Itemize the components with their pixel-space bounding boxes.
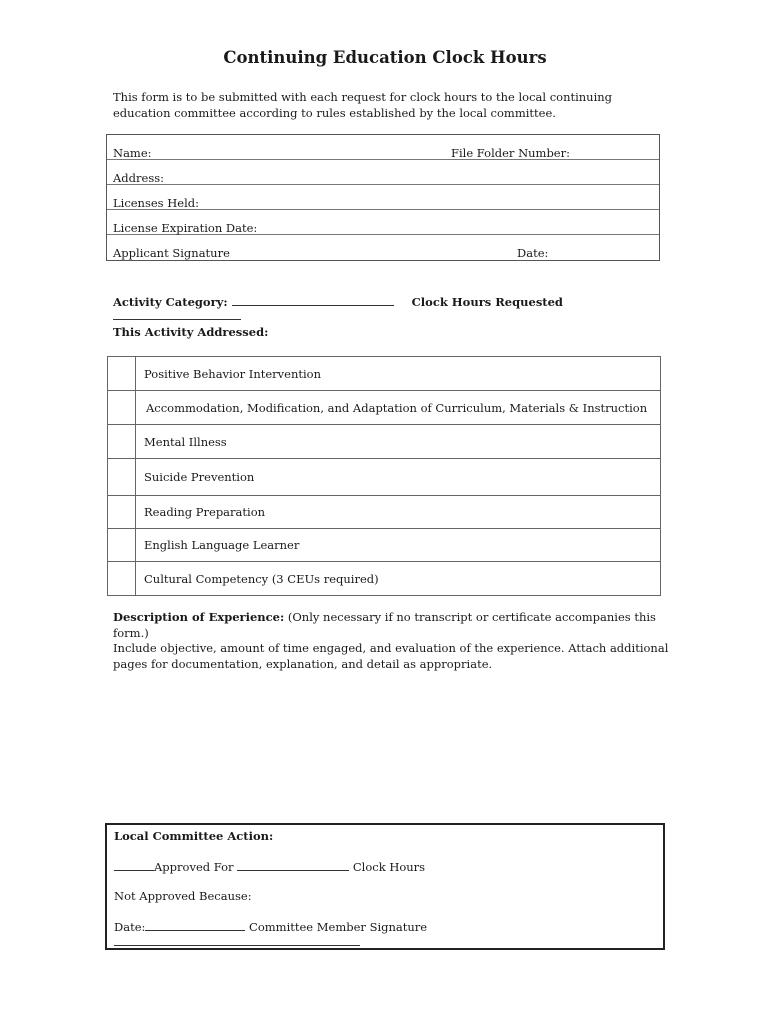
- expiration-label: License Expiration Date:: [113, 221, 258, 235]
- description-body: Include objective, amount of time engaged, and evaluation of the experience. Attach additional pages for documentation, explanation, and detail as appropriate.: [113, 641, 669, 671]
- checklist-item-label: English Language Learner: [136, 529, 661, 562]
- signature-label: Applicant Signature: [113, 246, 230, 260]
- address-row[interactable]: [107, 160, 659, 185]
- activity-addressed-label: This Activity Addressed:: [113, 325, 269, 339]
- checkbox[interactable]: [108, 496, 136, 529]
- licenses-label: Licenses Held:: [113, 196, 199, 210]
- activity-category-line: [113, 295, 658, 323]
- committee-date-label: Date:: [114, 920, 146, 934]
- checkbox[interactable]: [108, 391, 136, 425]
- checkbox[interactable]: [108, 357, 136, 391]
- checklist-row: [108, 357, 661, 391]
- name-row[interactable]: [107, 135, 659, 160]
- member-signature-field[interactable]: [114, 934, 360, 946]
- member-signature-label: Committee Member Signature: [249, 920, 428, 934]
- not-approved-label: Not Approved Because:: [114, 889, 252, 903]
- checkbox[interactable]: [108, 529, 136, 562]
- form-title: Continuing Education Clock Hours: [223, 48, 547, 67]
- name-label: Name:: [113, 146, 152, 160]
- checkbox[interactable]: [108, 459, 136, 496]
- address-label: Address:: [113, 171, 165, 185]
- description-note: (Only necessary if no transcript or certificate accompanies this form.): [113, 610, 656, 640]
- checklist-item-label: Suicide Prevention: [136, 459, 661, 496]
- expiration-row[interactable]: [107, 210, 659, 235]
- checklist-row: [108, 529, 661, 562]
- form-intro: This form is to be submitted with each request for clock hours to the local continuing education committee according to rules established by the local committee.: [113, 90, 613, 120]
- clock-hours-label: Clock Hours Requested: [411, 295, 563, 309]
- checkbox[interactable]: [108, 425, 136, 459]
- approved-for-field[interactable]: [237, 859, 349, 871]
- activity-checklist: [107, 356, 661, 596]
- checklist-item-label: Cultural Competency (3 CEUs required): [136, 562, 661, 596]
- checklist-item-label: Reading Preparation: [136, 496, 661, 529]
- signature-row[interactable]: [107, 235, 659, 260]
- checklist-item-label: Mental Illness: [136, 425, 661, 459]
- licenses-row[interactable]: [107, 185, 659, 210]
- description-label: Description of Experience:: [113, 610, 285, 624]
- committee-date-line: [114, 919, 663, 949]
- committee-date-field[interactable]: [145, 919, 245, 931]
- activity-category-field[interactable]: [232, 295, 394, 306]
- clock-hours-field[interactable]: [113, 309, 241, 320]
- checklist-row: [108, 425, 661, 459]
- committee-heading: Local Committee Action:: [114, 829, 274, 843]
- file-folder-label: File Folder Number:: [451, 146, 570, 160]
- checklist-row: [108, 562, 661, 596]
- approved-for-label: Approved For: [154, 860, 234, 874]
- approved-hours-blank[interactable]: [114, 859, 154, 871]
- checklist-row: [108, 459, 661, 496]
- activity-category-label: Activity Category:: [113, 295, 228, 309]
- date-label: Date:: [517, 246, 549, 260]
- approved-line: [114, 859, 425, 874]
- description-section: [113, 610, 673, 672]
- clock-hours-unit: Clock Hours: [352, 860, 426, 874]
- committee-action-box: [105, 823, 665, 950]
- checklist-row: [108, 496, 661, 529]
- checklist-row: [108, 391, 661, 425]
- checklist-item-label: Positive Behavior Intervention: [136, 357, 661, 391]
- checkbox[interactable]: [108, 562, 136, 596]
- checklist-item-label: Accommodation, Modification, and Adaptation of Curriculum, Materials & Instruction: [136, 391, 661, 425]
- applicant-info-table: [106, 134, 660, 261]
